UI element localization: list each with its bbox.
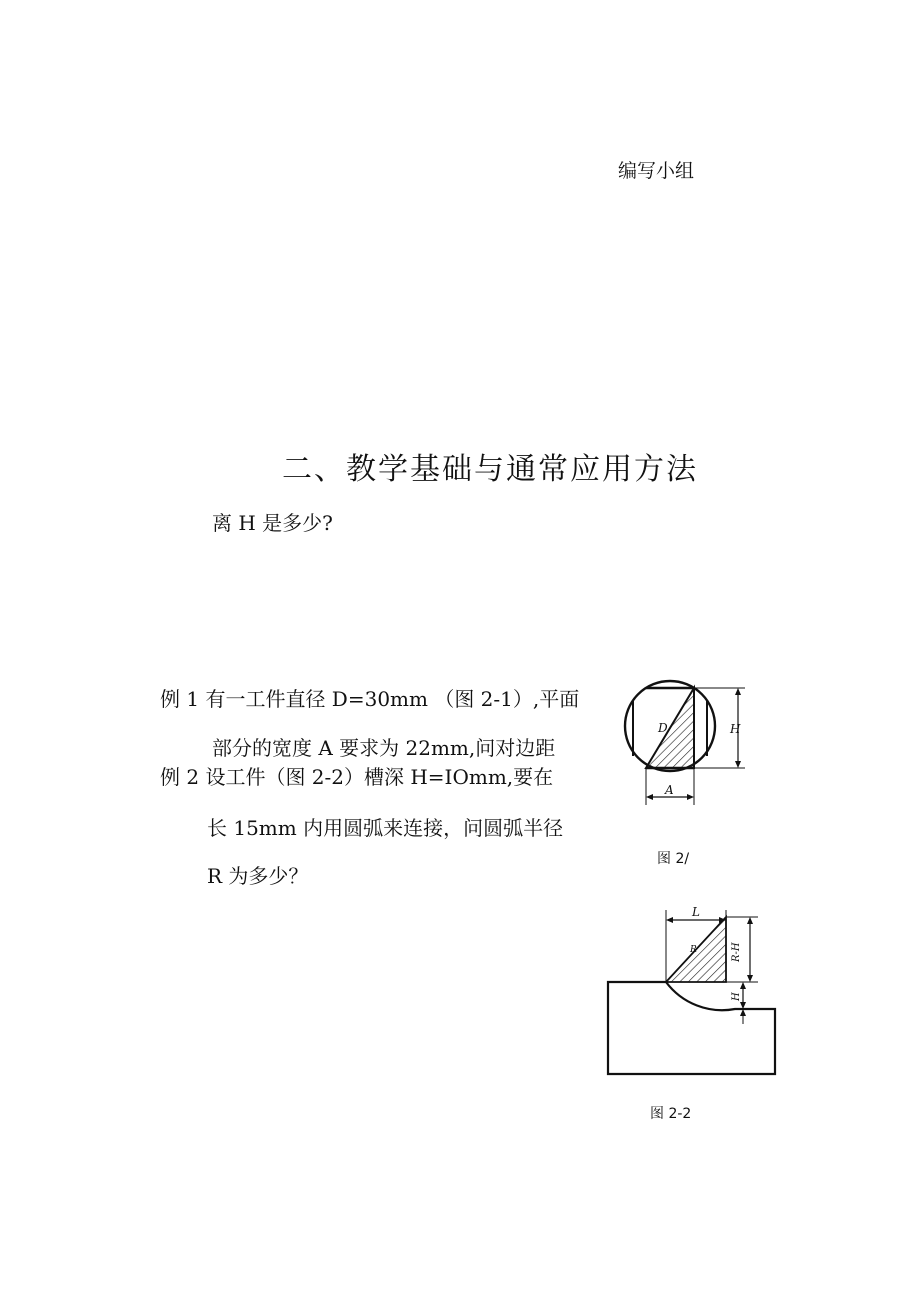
label-d: D <box>658 721 668 735</box>
label-a: A <box>665 783 674 797</box>
label-h: H <box>731 992 742 1001</box>
example2-line1: 例 2 设工件（图 2-2）槽深 H=IOmm,要在 <box>160 765 554 789</box>
workpiece-outline <box>608 982 775 1074</box>
label-h: H <box>730 722 741 736</box>
label-r: R <box>690 945 697 955</box>
example2-line2: 长 15mm 内用圆弧来连接，问圆弧半径 <box>207 816 564 840</box>
example1-line2: 部分的宽度 A 要求为 22mm,问对边距 <box>212 736 556 760</box>
hatched-triangle <box>646 688 694 768</box>
example2-line3: R 为多少？ <box>207 864 309 888</box>
figure-2-2-diagram <box>600 900 785 1085</box>
text-fragment: 离 H 是多少? <box>212 511 333 535</box>
figure-2-2-caption: 图 2-2 <box>650 1106 692 1122</box>
figure-2-1-caption: 图 2/ <box>657 851 690 867</box>
author-label: 编写小组 <box>618 160 695 182</box>
label-rh: R-H <box>731 942 742 962</box>
figure-2-1-diagram <box>600 670 770 815</box>
section-title: 二、教学基础与通常应用方法 <box>282 452 698 487</box>
label-l: L <box>692 905 700 919</box>
example1-line1: 例 1 有一工件直径 D=30mm （图 2-1）,平面 <box>160 687 580 711</box>
